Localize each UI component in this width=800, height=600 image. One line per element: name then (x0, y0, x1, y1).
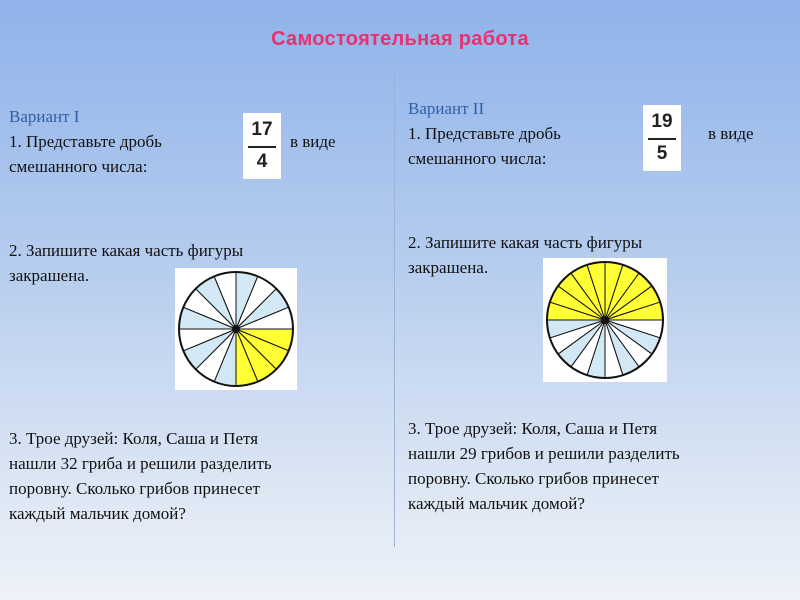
v1-task3-line1: 3. Трое друзей: Коля, Саша и Петя (9, 429, 259, 448)
v2-fraction (643, 105, 681, 171)
v2-task3-line2: нашли 29 грибов и решили разделить (408, 444, 680, 463)
v2-fraction-denominator: 5 (656, 143, 668, 164)
fraction-bar (248, 146, 276, 148)
wheel-center (232, 325, 240, 333)
variant-1-heading: Вариант I (9, 107, 80, 126)
wheel-center (601, 316, 609, 324)
v2-task2-line1: 2. Запишите какая часть фигуры (408, 233, 643, 252)
v1-task2-line1: 2. Запишите какая часть фигуры (9, 241, 244, 260)
variant-2-heading: Вариант II (408, 99, 485, 118)
v2-task3-line4: каждый мальчик домой? (408, 494, 585, 513)
v2-task3-line3: поровну. Сколько грибов принесет (408, 469, 659, 488)
wheel-sectors (179, 272, 293, 386)
v1-fraction (243, 113, 281, 179)
v1-fraction-numerator: 17 (251, 119, 273, 140)
v2-task1-line2: смешанного числа: (408, 149, 547, 168)
page-title: Самостоятельная работа (271, 28, 529, 50)
v1-task1-text: 1. Представьте дробь (9, 132, 162, 151)
fraction-bar (648, 138, 676, 140)
v1-task3-line3: поровну. Сколько грибов принесет (9, 479, 260, 498)
v1-task1-text-after: в виде (290, 132, 336, 151)
v2-fraction-numerator: 19 (651, 111, 673, 132)
wheel-sectors (547, 262, 663, 378)
v2-task1-text: 1. Представьте дробь (408, 124, 561, 143)
v1-task3-line4: каждый мальчик домой? (9, 504, 186, 523)
v1-task2-line2: закрашена. (9, 266, 90, 285)
v2-task3-line1: 3. Трое друзей: Коля, Саша и Петя (408, 419, 658, 438)
v2-task1-text-after: в виде (708, 124, 754, 143)
v1-fraction-denominator: 4 (256, 151, 268, 172)
v1-fraction-wheel (175, 268, 297, 390)
v1-task1-line2: смешанного числа: (9, 157, 148, 176)
v1-task3-line2: нашли 32 гриба и решили разделить (9, 454, 272, 473)
v2-task2-line2: закрашена. (408, 258, 489, 277)
column-divider (394, 62, 395, 547)
v2-fraction-wheel (543, 258, 667, 382)
